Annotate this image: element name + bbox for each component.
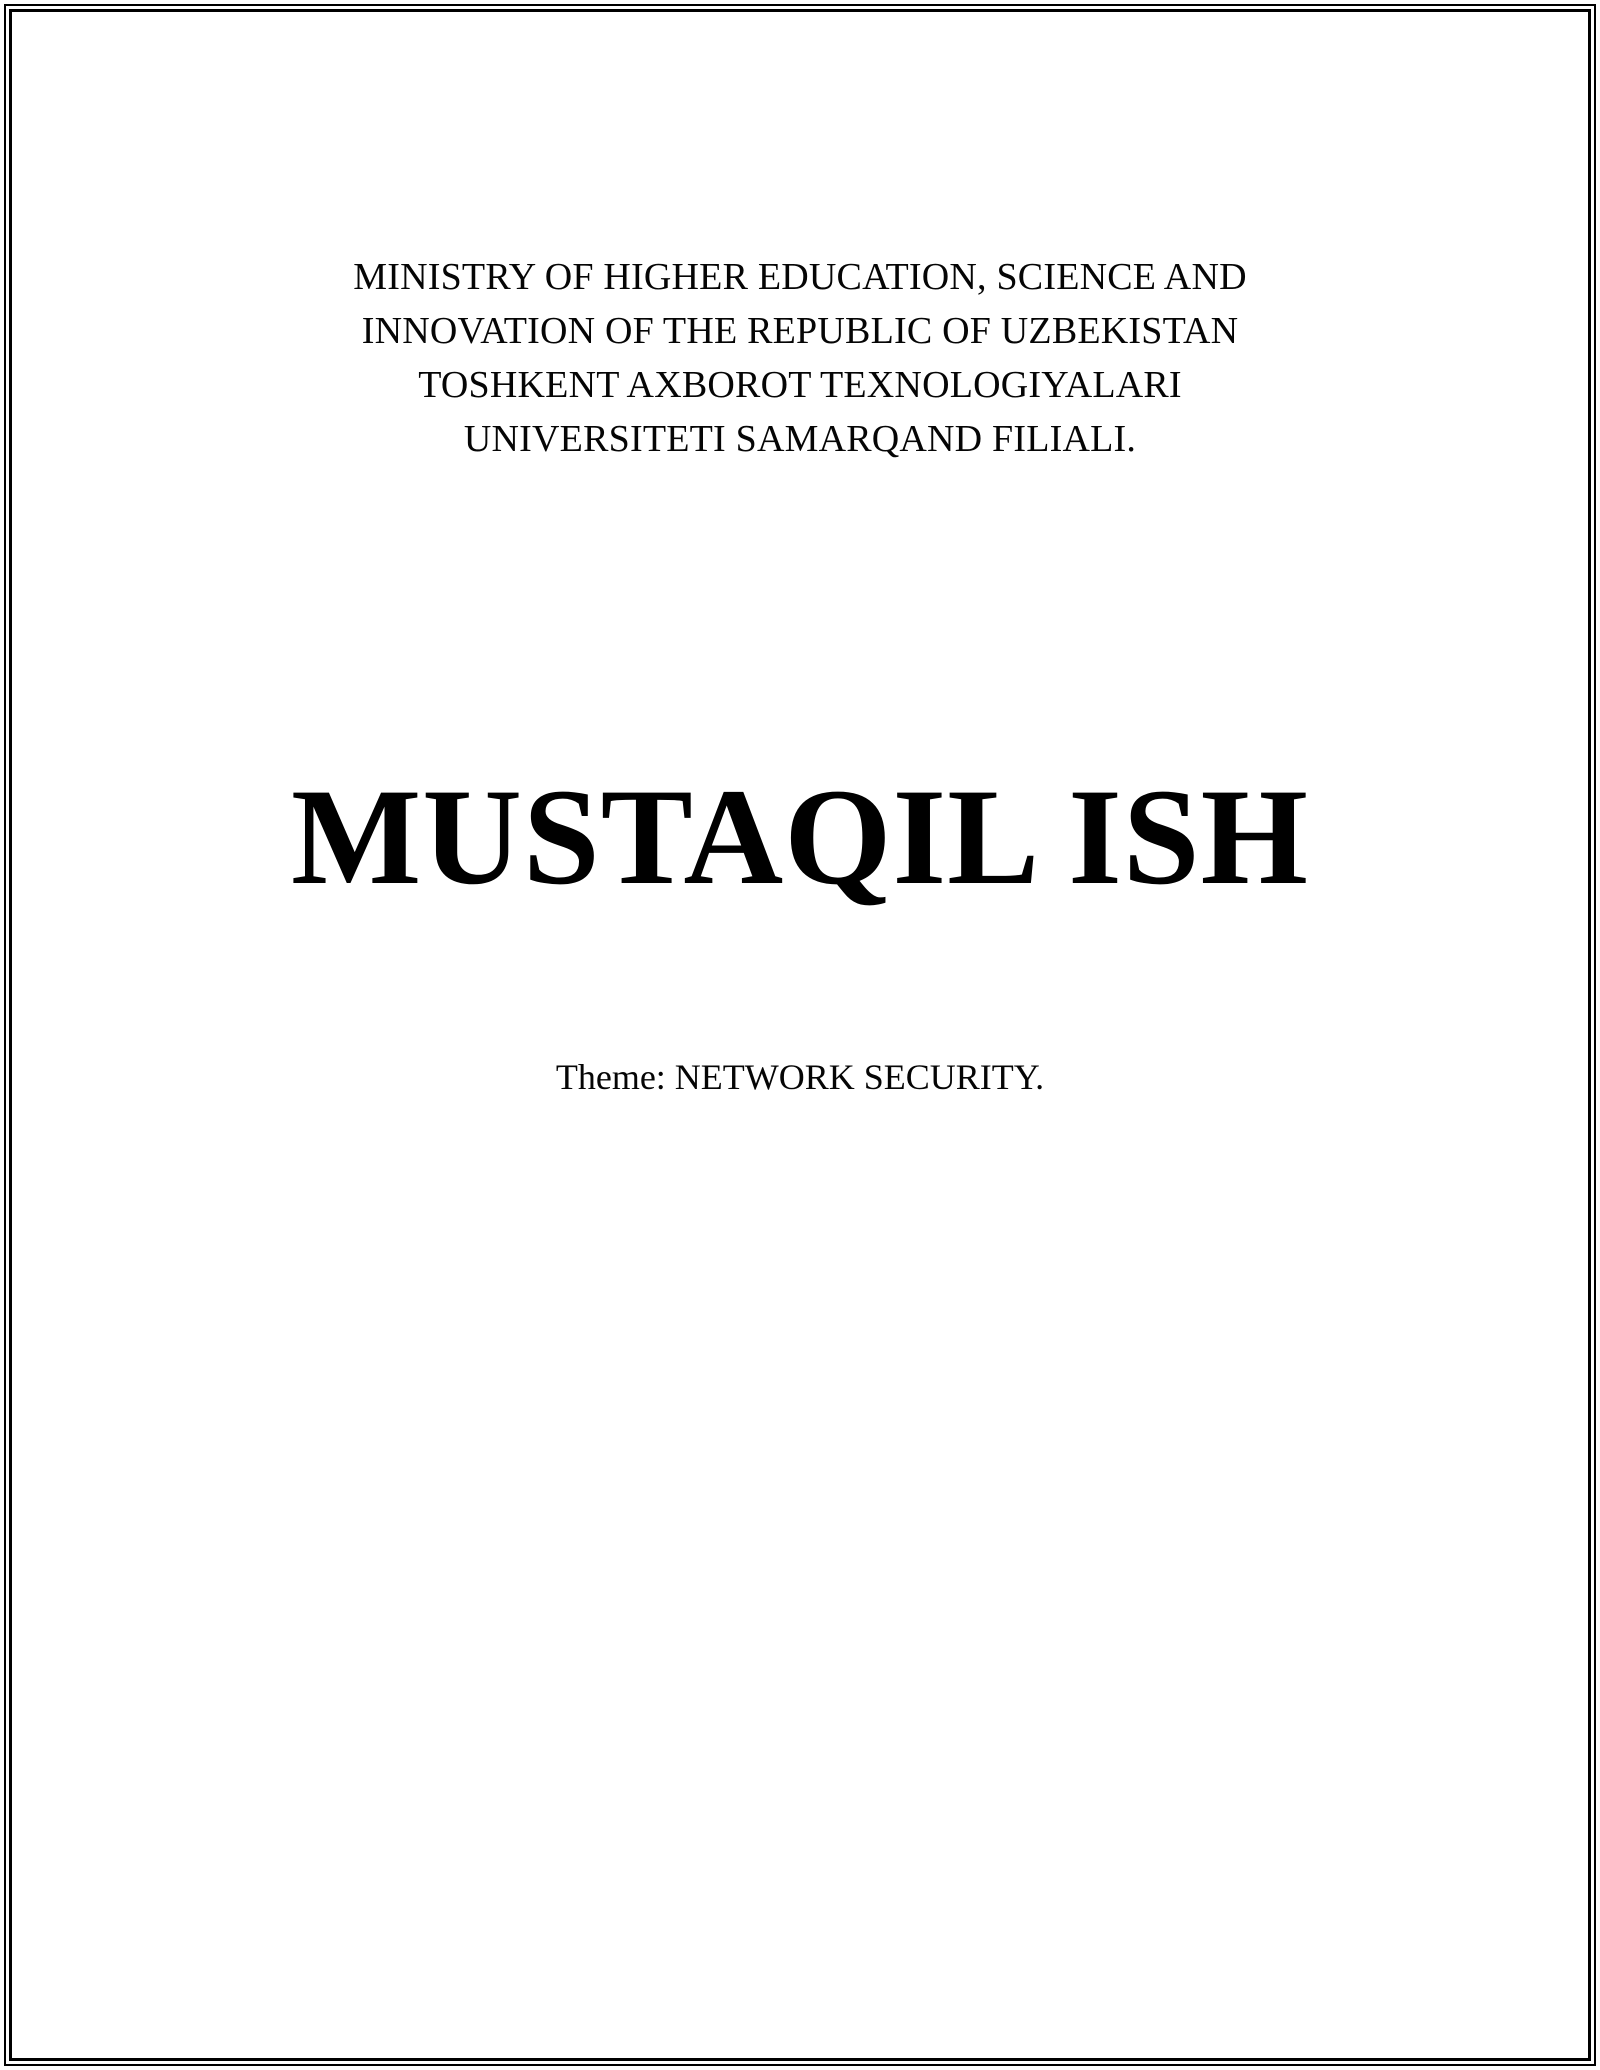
ministry-header	[12, 250, 1588, 466]
ministry-header-line-3: TOSHKENT AXBOROT TEXNOLOGIYALARI	[418, 364, 1182, 406]
ministry-header-line-1: MINISTRY OF HIGHER EDUCATION, SCIENCE AND	[353, 256, 1247, 298]
theme-line: Theme: NETWORK SECURITY.	[555, 1057, 1045, 1097]
document-title: MUSTAQIL ISH	[291, 760, 1309, 913]
ministry-header-line-4: UNIVERSITETI SAMARQAND FILIALI.	[463, 418, 1137, 460]
ministry-header-line-2: INNOVATION OF THE REPUBLIC OF UZBEKISTAN	[361, 310, 1239, 352]
page-content	[12, 12, 1588, 2058]
